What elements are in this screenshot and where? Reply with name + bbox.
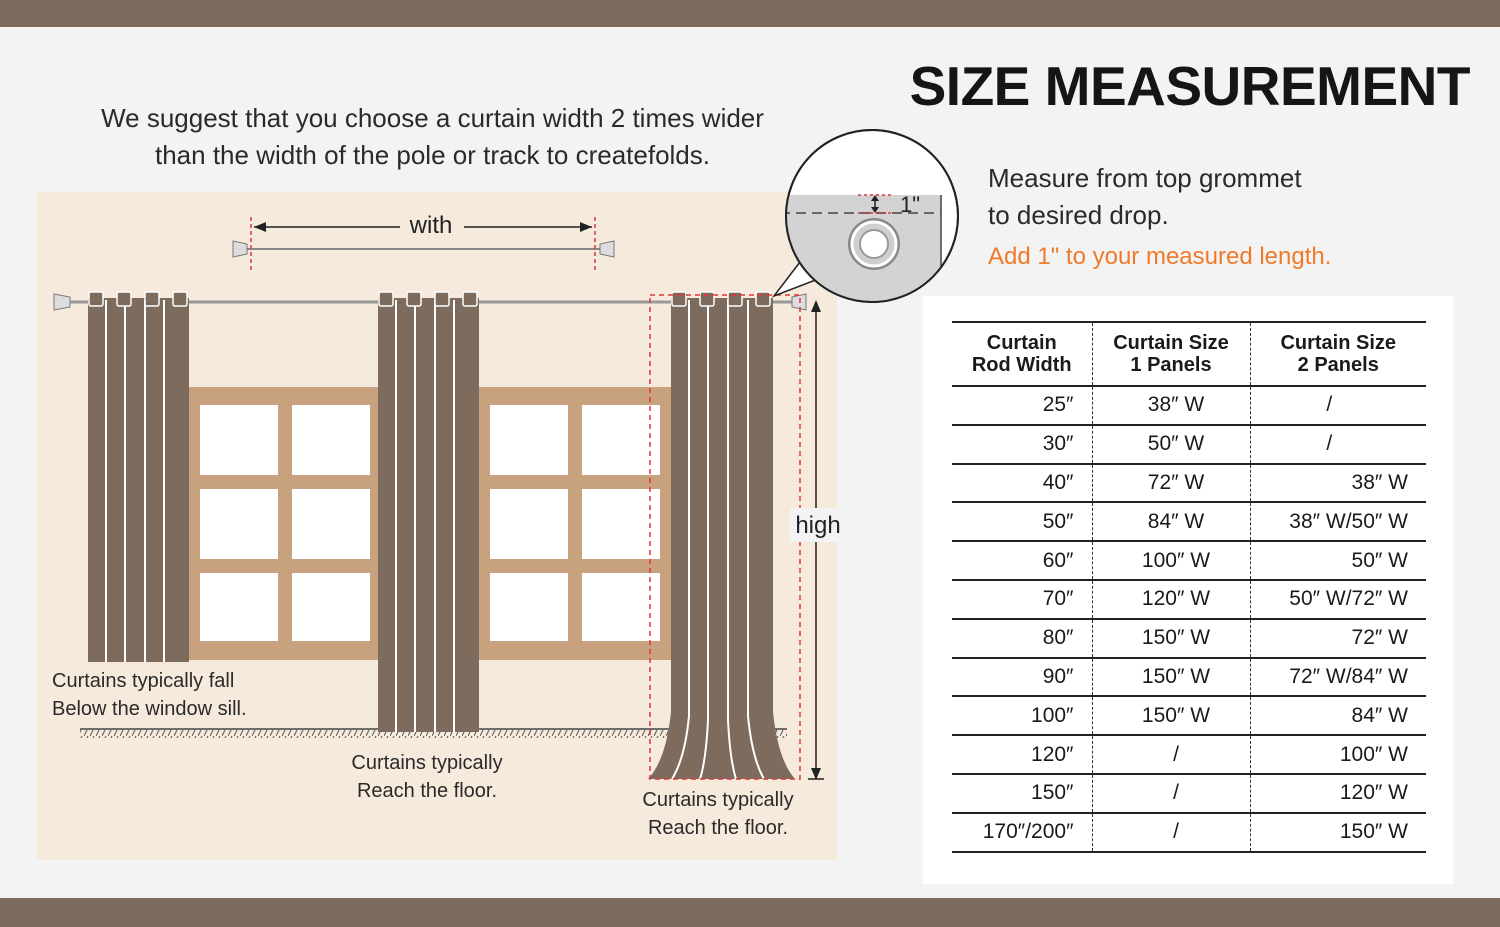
one-panel-cell: 38″ W	[1092, 386, 1250, 425]
rod-width-cell: 70″	[952, 580, 1092, 619]
width-label: with	[409, 212, 453, 239]
two-panels-cell: 84″ W	[1250, 696, 1426, 735]
table-row	[952, 619, 1426, 658]
header-one-panel	[1092, 322, 1250, 386]
two-panels-cell: 72″ W/84″ W	[1250, 658, 1426, 697]
one-panel-cell: 84″ W	[1092, 502, 1250, 541]
width-suggestion	[40, 100, 825, 174]
curtain-middle	[378, 292, 479, 732]
one-panel-cell: 150″ W	[1092, 696, 1250, 735]
header-rod-width-line-1: Curtain	[986, 332, 1057, 354]
header-two-panels-line-2: 2 Panels	[1297, 354, 1379, 376]
table-row	[952, 425, 1426, 464]
table-row	[952, 541, 1426, 580]
two-panels-cell: 100″ W	[1250, 735, 1426, 774]
header-rod-width	[952, 322, 1092, 386]
rod-width-cell: 100″	[952, 696, 1092, 735]
caption-sill-line-1: Curtains typically fall	[52, 670, 235, 692]
one-panel-cell: 100″ W	[1092, 541, 1250, 580]
table-row	[952, 386, 1426, 425]
rod-width-cell: 170″/200″	[952, 813, 1092, 852]
rod-width-cell: 50″	[952, 502, 1092, 541]
rod-width-cell: 120″	[952, 735, 1092, 774]
suggestion-line-2: than the width of the pole or track to createfolds.	[155, 140, 710, 170]
two-panels-cell	[1250, 425, 1426, 464]
two-panels-cell: 38″ W/50″ W	[1250, 502, 1426, 541]
table-row	[952, 774, 1426, 813]
rod-width-cell: 30″	[952, 425, 1092, 464]
rod-width-cell: 25″	[952, 386, 1092, 425]
one-panel-cell: 50″ W	[1092, 425, 1250, 464]
size-table-card	[923, 296, 1453, 884]
header-two-panels-line-1: Curtain Size	[1280, 332, 1397, 354]
measure-line-1: Measure from top grommet	[988, 163, 1302, 193]
height-label: high	[795, 512, 841, 539]
page-title: SIZE MEASUREMENT	[909, 55, 1470, 117]
two-panels-cell: 50″ W/72″ W	[1250, 580, 1426, 619]
curtain-left	[88, 292, 189, 662]
two-panels-cell	[1250, 386, 1426, 425]
one-panel-cell: 150″ W	[1092, 619, 1250, 658]
one-panel-cell: /	[1092, 813, 1250, 852]
window-right	[479, 387, 671, 660]
window-left	[189, 387, 379, 660]
add-length-note: Add 1" to your measured length.	[988, 243, 1332, 270]
table-row	[952, 580, 1426, 619]
one-panel-cell: 150″ W	[1092, 658, 1250, 697]
rod-width-cell: 90″	[952, 658, 1092, 697]
table-row	[952, 696, 1426, 735]
two-panels-cell: 38″ W	[1250, 464, 1426, 503]
one-panel-cell: 72″ W	[1092, 464, 1250, 503]
two-panels-cell: 50″ W	[1250, 541, 1426, 580]
header-two-panels	[1250, 322, 1426, 386]
measure-line-2: to desired drop.	[988, 200, 1169, 230]
table-header-row	[952, 322, 1426, 386]
two-panels-value: /	[1326, 393, 1333, 417]
header-one-panel-line-2: 1 Panels	[1130, 354, 1212, 376]
caption-sill-line-2: Below the window sill.	[52, 698, 247, 720]
table-row	[952, 658, 1426, 697]
caption-floor-middle-line-2: Reach the floor.	[356, 780, 498, 802]
table-row	[952, 502, 1426, 541]
rod-width-cell: 40″	[952, 464, 1092, 503]
caption-floor-right	[618, 786, 818, 842]
table-row	[952, 813, 1426, 852]
one-panel-cell: /	[1092, 735, 1250, 774]
size-table	[952, 321, 1426, 853]
header-one-panel-line-1: Curtain Size	[1113, 332, 1229, 354]
measure-note	[988, 160, 1458, 234]
two-panels-value: /	[1326, 432, 1333, 456]
caption-floor-middle	[327, 749, 527, 805]
rod-width-cell: 60″	[952, 541, 1092, 580]
two-panels-cell: 120″ W	[1250, 774, 1426, 813]
one-panel-cell: /	[1092, 774, 1250, 813]
table-row	[952, 464, 1426, 503]
header-rod-width-line-2: Rod Width	[971, 354, 1072, 376]
caption-sill	[52, 667, 247, 723]
caption-floor-right-line-1: Curtains typically	[642, 789, 794, 811]
grommet-offset-label: 1"	[899, 192, 921, 217]
table-row	[952, 735, 1426, 774]
rod-width-cell: 150″	[952, 774, 1092, 813]
two-panels-cell: 72″ W	[1250, 619, 1426, 658]
one-panel-cell: 120″ W	[1092, 580, 1250, 619]
suggestion-line-1: We suggest that you choose a curtain width 2 times wider	[101, 103, 764, 133]
two-panels-cell: 150″ W	[1250, 813, 1426, 852]
rod-width-cell: 80″	[952, 619, 1092, 658]
caption-floor-middle-line-1: Curtains typically	[351, 752, 503, 774]
caption-floor-right-line-2: Reach the floor.	[647, 817, 789, 839]
